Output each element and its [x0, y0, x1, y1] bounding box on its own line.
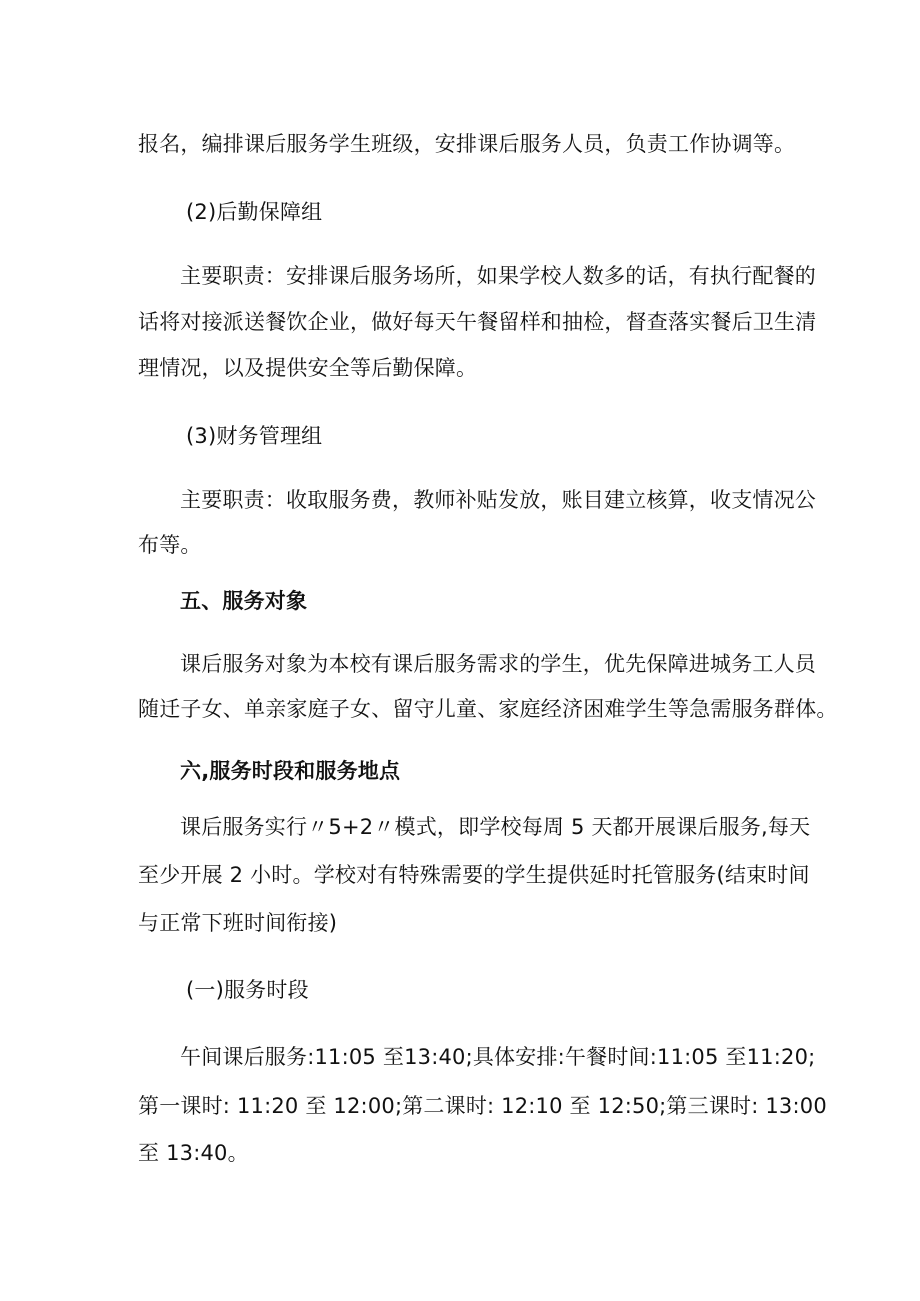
paragraph-line: 理情况，以及提供安全等后勤保障。 — [138, 356, 478, 380]
paragraph-line: 课后服务对象为本校有课后服务需求的学生，优先保障进城务工人员 — [180, 652, 816, 676]
paragraph-line: 第一课时: 11:20 至 12:00;第二课时: 12:10 至 12:50;第三课时: 13:00 — [138, 1094, 827, 1118]
sub-heading-time: (一)服务时段 — [186, 978, 309, 1002]
paragraph-line: 布等。 — [138, 533, 202, 557]
heading-finance: (3)财务管理组 — [186, 424, 323, 448]
paragraph-line: 至少开展 2 小时。学校对有特殊需要的学生提供延时托管服务(结束时间 — [138, 863, 810, 887]
paragraph-line: 课后服务实行〃5+2〃模式，即学校每周 5 天都开展课后服务,每天 — [180, 815, 811, 839]
paragraph-line: 随迁子女、单亲家庭子女、留守儿童、家庭经济困难学生等急需服务群体。 — [138, 697, 838, 721]
paragraph-line: 报名，编排课后服务学生班级，安排课后服务人员，负责工作协调等。 — [138, 132, 796, 156]
paragraph-line: 主要职责：收取服务费，教师补贴发放，账目建立核算，收支情况公 — [180, 488, 816, 512]
section5-title: 五、服务对象 — [180, 589, 308, 613]
paragraph-line: 话将对接派送餐饮企业，做好每天午餐留样和抽检，督查落实餐后卫生清 — [138, 310, 817, 334]
section6-title: 六,服务时段和服务地点 — [180, 759, 401, 783]
heading-logistics: (2)后勤保障组 — [186, 200, 323, 224]
paragraph-line: 至 13:40。 — [138, 1141, 249, 1165]
paragraph-line: 午间课后服务:11:05 至13:40;具体安排:午餐时间:11:05 至11:20; — [180, 1045, 816, 1069]
paragraph-line: 主要职责：安排课后服务场所，如果学校人数多的话，有执行配餐的 — [180, 264, 816, 288]
paragraph-line: 与正常下班时间衔接) — [138, 911, 338, 935]
